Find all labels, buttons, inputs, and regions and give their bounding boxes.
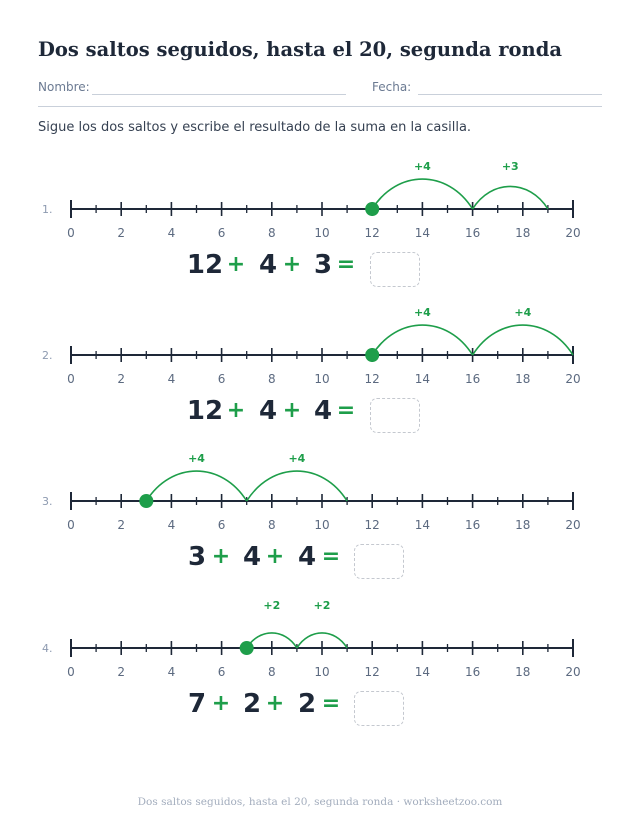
tick-label: 0: [67, 226, 75, 240]
start-dot: [365, 202, 379, 216]
addend-3: 2: [297, 689, 317, 719]
tick-label: 12: [364, 226, 380, 240]
tick-label: 16: [464, 518, 481, 532]
problem-number: 3.: [42, 495, 53, 508]
addend-1: 3: [187, 542, 207, 572]
tick-label: 16: [464, 226, 481, 240]
tick-label: 12: [364, 518, 380, 532]
jump-label: +4: [413, 160, 431, 173]
jump-label: +2: [313, 599, 331, 612]
date-label: Fecha:: [372, 80, 412, 94]
plus-sign: +: [211, 544, 231, 569]
tick-label: 10: [314, 518, 330, 532]
plus-sign: +: [211, 691, 231, 716]
addend-1: 7: [187, 689, 207, 719]
number-line-4: [0, 589, 640, 739]
addend-3: 3: [313, 250, 333, 280]
tick-label: 8: [267, 518, 276, 532]
plus-sign: +: [226, 252, 246, 277]
tick-label: 0: [67, 665, 75, 679]
header-divider: [38, 106, 602, 107]
addend-2: 4: [258, 250, 278, 280]
tick-label: 10: [314, 665, 330, 679]
plus-sign: +: [265, 544, 285, 569]
tick-label: 20: [565, 665, 581, 679]
answer-box[interactable]: [354, 691, 404, 726]
tick-label: 6: [217, 226, 226, 240]
tick-label: 12: [364, 665, 380, 679]
tick-label: 8: [267, 226, 276, 240]
jump-arc: [473, 186, 548, 209]
jump-label: +4: [188, 452, 205, 465]
jump-label: +4: [514, 306, 532, 319]
tick-label: 6: [217, 372, 226, 386]
instructions-text: Sigue los dos saltos y escribe el resultado de la suma en la casilla.: [38, 120, 472, 135]
tick-label: 18: [515, 372, 531, 386]
plus-sign: +: [282, 252, 302, 277]
jump-label: +4: [288, 452, 306, 465]
jump-label: +2: [263, 599, 281, 612]
answer-box[interactable]: [354, 544, 404, 579]
tick-label: 12: [364, 372, 380, 386]
number-line-3: [0, 442, 640, 592]
tick-label: 16: [464, 665, 481, 679]
plus-sign: +: [282, 398, 302, 423]
start-dot: [240, 641, 254, 655]
tick-label: 2: [117, 518, 126, 532]
tick-label: 6: [217, 665, 226, 679]
problem-number: 2.: [42, 349, 53, 362]
equals-sign: =: [336, 252, 356, 277]
worksheet-title: Dos saltos seguidos, hasta el 20, segunda ronda: [38, 38, 562, 61]
tick-label: 10: [314, 372, 330, 386]
start-dot: [139, 494, 153, 508]
tick-label: 20: [565, 518, 581, 532]
tick-label: 2: [117, 372, 126, 386]
problem-2: [0, 296, 640, 446]
addend-3: 4: [313, 396, 333, 426]
tick-label: 14: [414, 518, 431, 532]
tick-label: 14: [414, 665, 431, 679]
tick-label: 4: [167, 665, 176, 679]
problem-number: 1.: [42, 203, 53, 216]
plus-sign: +: [265, 691, 285, 716]
tick-label: 4: [167, 518, 176, 532]
addend-2: 4: [258, 396, 278, 426]
tick-label: 18: [515, 665, 531, 679]
tick-label: 20: [565, 226, 581, 240]
tick-label: 8: [267, 665, 276, 679]
tick-label: 14: [414, 372, 431, 386]
tick-label: 14: [414, 226, 431, 240]
tick-label: 20: [565, 372, 581, 386]
tick-label: 16: [464, 372, 481, 386]
equals-sign: =: [321, 691, 341, 716]
name-label: Nombre:: [38, 80, 90, 94]
tick-label: 8: [267, 372, 276, 386]
tick-label: 6: [217, 518, 226, 532]
jump-arc: [247, 471, 347, 501]
tick-label: 2: [117, 665, 126, 679]
tick-label: 0: [67, 372, 75, 386]
tick-label: 0: [67, 518, 75, 532]
problem-3: [0, 442, 640, 592]
problem-number: 4.: [42, 642, 53, 655]
addend-2: 4: [242, 542, 262, 572]
addend-2: 2: [242, 689, 262, 719]
answer-box[interactable]: [370, 252, 420, 287]
tick-label: 18: [515, 518, 531, 532]
problem-4: [0, 589, 640, 739]
jump-label: +4: [413, 306, 431, 319]
date-field[interactable]: [418, 94, 602, 95]
plus-sign: +: [226, 398, 246, 423]
footer: Dos saltos seguidos, hasta el 20, segunda ronda · worksheetzoo.com: [137, 796, 503, 808]
problem-1: [0, 150, 640, 300]
addend-1: 12: [186, 250, 224, 280]
addend-1: 12: [186, 396, 224, 426]
tick-label: 10: [314, 226, 330, 240]
tick-label: 2: [117, 226, 126, 240]
addend-3: 4: [297, 542, 317, 572]
equals-sign: =: [321, 544, 341, 569]
equals-sign: =: [336, 398, 356, 423]
tick-label: 4: [167, 226, 176, 240]
start-dot: [365, 348, 379, 362]
tick-label: 4: [167, 372, 176, 386]
answer-box[interactable]: [370, 398, 420, 433]
jump-arc: [146, 471, 246, 501]
jump-label: +3: [501, 160, 519, 173]
name-field[interactable]: [92, 94, 346, 95]
tick-label: 18: [515, 226, 531, 240]
